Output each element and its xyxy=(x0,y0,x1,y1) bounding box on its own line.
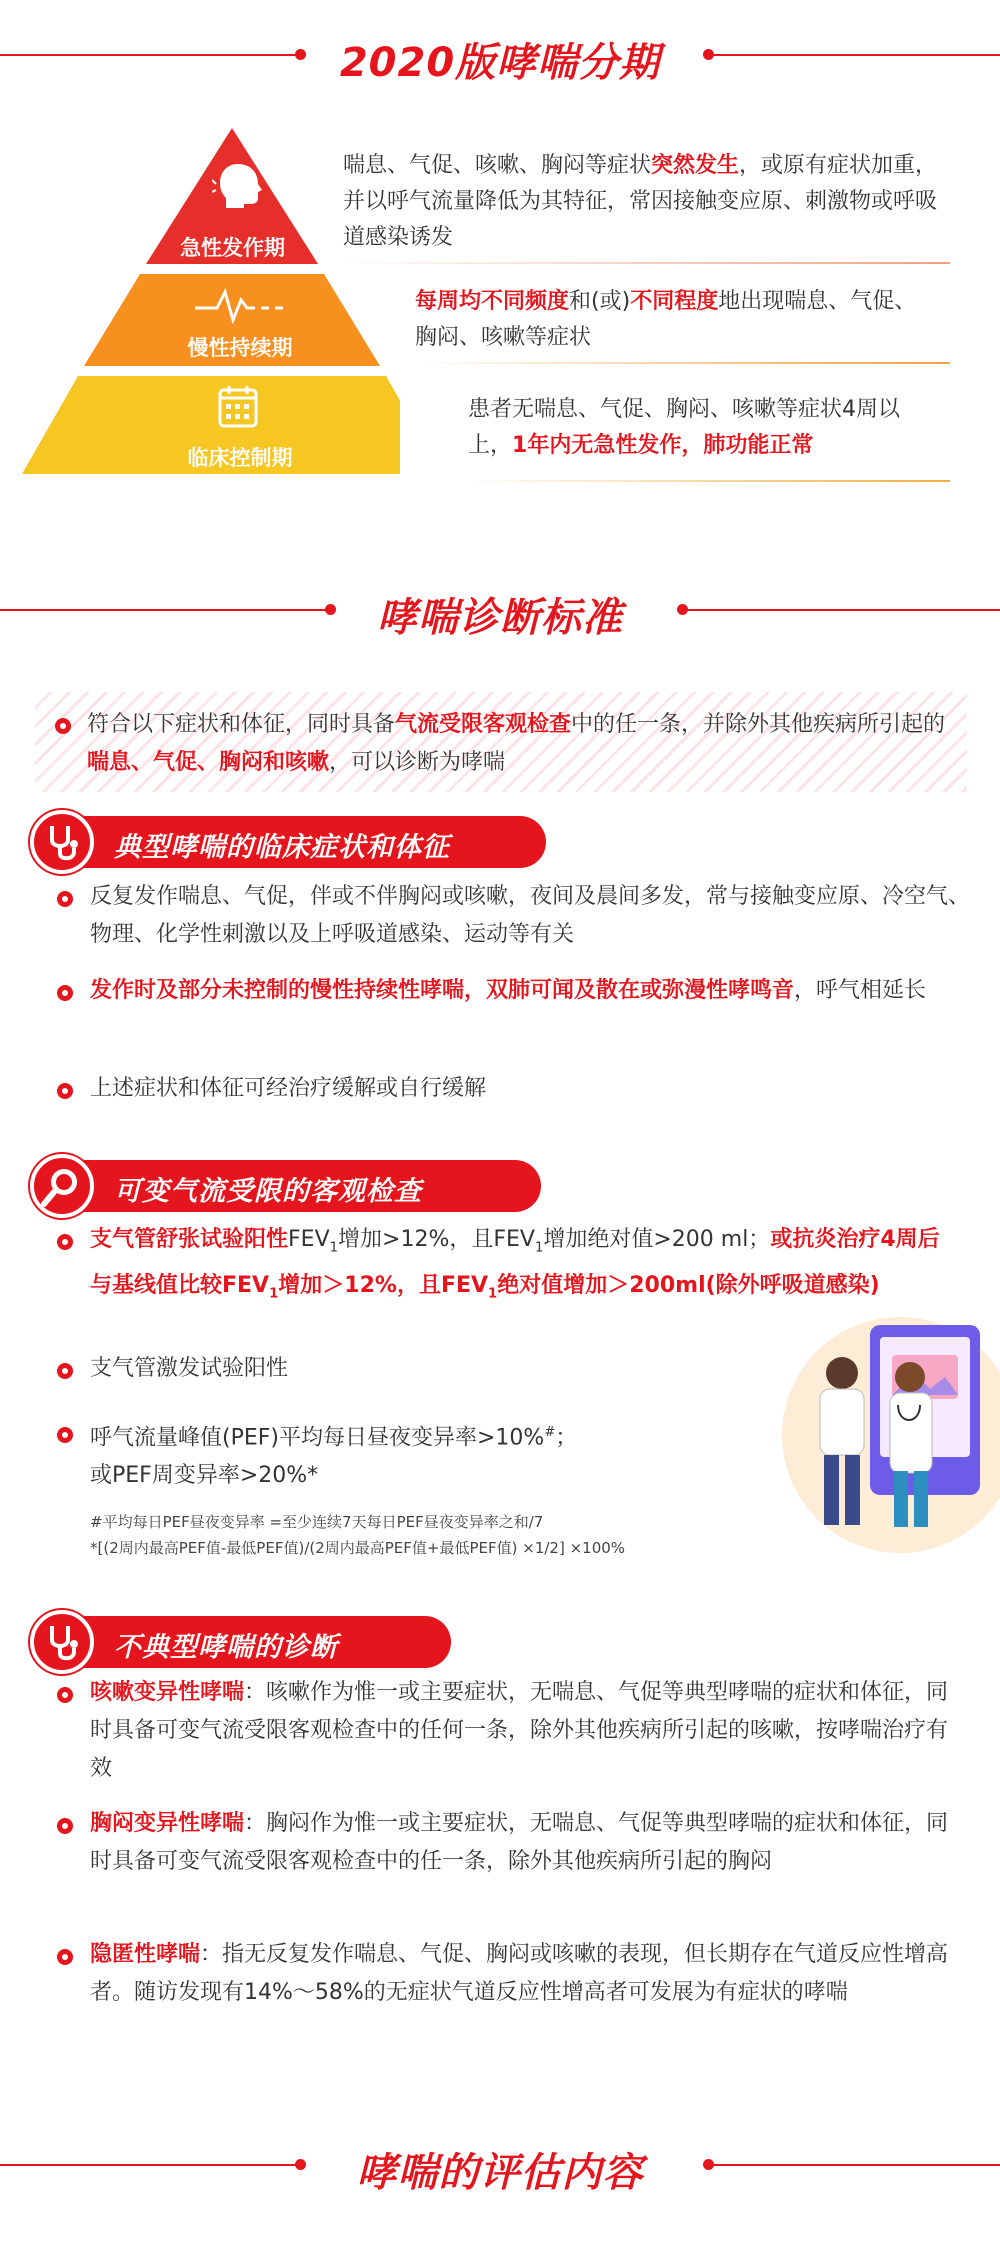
diagnosis-intro: 符合以下症状和体征，同时具备气流受限客观检查中的任一条，并除外其他疾病所引起的喘息、气促、胸闷和咳嗽，可以诊断为哮喘 xyxy=(87,712,946,775)
bullet-icon xyxy=(57,1083,73,1099)
bullet-icon xyxy=(57,985,73,1001)
title-rule-right xyxy=(710,2164,1000,2166)
stage-desc-chronic: 每周均不同频度和(或)不同程度地出现喘息、气促、胸闷、咳嗽等症状 xyxy=(415,289,917,350)
stage-label-chronic: 慢性持续期 xyxy=(187,336,293,360)
atypical-item-2: 胸闷变异性哮喘：胸闷作为惟一或主要症状，无喘息、气促等典型哮喘的症状和体征，同时具备可变气流受限客观检查中的任一条，除外其他疾病所引起的胸闷 xyxy=(90,1811,949,1874)
typical-item-1: 反复发作喘息、气促，伴或不伴胸闷或咳嗽，夜间及晨间多发，常与接触变应原、冷空气、物理、化学性刺激以及上呼吸道感染、运动等有关 xyxy=(90,884,971,947)
section-title-assessment xyxy=(0,2135,1000,2195)
diagnosis-title: 哮喘诊断标准 xyxy=(377,595,623,641)
assessment-title: 哮喘的评估内容 xyxy=(356,2150,644,2196)
atypical-item-1: 咳嗽变异性哮喘：咳嗽作为惟一或主要症状，无喘息、气促等典型哮喘的症状和体征，同时具备可变气流受限客观检查中的任何一条，除外其他疾病所引起的咳嗽，按哮喘治疗有效 xyxy=(90,1680,949,1781)
bullet-icon xyxy=(57,1687,73,1703)
variable-heading-pill xyxy=(36,1160,541,1212)
atypical-item-3: 隐匿性哮喘：指无反复发作喘息、气促、胸闷或咳嗽的表现，但长期存在气道反应性增高者。随访发现有14%～58%的无症状气道反应性增高者可发展为有症状的哮喘 xyxy=(90,1942,949,2005)
bullet-icon xyxy=(55,718,71,734)
stages-title: 2020版哮喘分期 xyxy=(339,40,661,86)
bullet-icon xyxy=(57,1234,73,1250)
stage-desc-acute: 喘息、气促、咳嗽、胸闷等症状突然发生，或原有症状加重，并以呼气流量降低为其特征，常因接触变应原、刺激物或呼吸道感染诱发 xyxy=(343,153,938,250)
doctors-illustration xyxy=(780,1285,1000,1555)
variable-note-2: *[(2周内最高PEF值-最低PEF值)/(2周内最高PEF值+最低PEF值) ×1/2] ×100% xyxy=(90,1539,626,1557)
bullet-icon xyxy=(57,1818,73,1834)
variable-note-1: #平均每日PEF昼夜变异率 =至少连续7天每日PEF昼夜变异率之和/7 xyxy=(90,1513,544,1531)
typical-item-3: 上述症状和体征可经治疗缓解或自行缓解 xyxy=(90,1076,487,1101)
calendar-icon xyxy=(218,384,258,428)
stage-rule-acute xyxy=(340,262,950,264)
coughing-head-icon xyxy=(212,160,264,208)
title-rule-right xyxy=(710,54,1000,56)
atypical-heading-pill xyxy=(36,1616,451,1668)
bullet-icon xyxy=(57,1427,73,1443)
title-rule-right xyxy=(680,609,1000,611)
section-title-diagnosis xyxy=(0,580,1000,640)
variable-item-3: 呼气流量峰值(PEF)平均每日昼夜变异率>10%#； 或PEF周变异率>20%* xyxy=(90,1425,578,1489)
stethoscope-icon xyxy=(30,810,94,874)
stage-label-controlled: 临床控制期 xyxy=(187,446,293,470)
bullet-icon xyxy=(57,891,73,907)
atypical-heading: 不典型哮喘的诊断 xyxy=(114,1632,338,1663)
typical-heading: 典型哮喘的临床症状和体征 xyxy=(114,832,450,863)
variable-item-2: 支气管激发试验阳性 xyxy=(90,1356,289,1381)
typical-item-2: 发作时及部分未控制的慢性持续性哮喘，双肺可闻及散在或弥漫性哮鸣音，呼气相延长 xyxy=(90,978,927,1003)
stage-rule-chronic xyxy=(415,362,950,364)
variable-item-1: 支气管舒张试验阳性$FEV_1$增加>12%，且$FEV_1$增加绝对值>200 ml；或抗炎治疗4周后与基线值比较$FEV_1$增加＞12%，且$FEV_1$绝对值增加＞200ml(除外呼吸道感染) xyxy=(90,1227,940,1302)
stage-rule-controlled xyxy=(465,480,950,482)
bullet-icon xyxy=(57,1949,73,1965)
typical-heading-pill xyxy=(36,816,546,868)
diagnosis-intro-box xyxy=(35,692,967,792)
stage-desc-controlled: 患者无喘息、气促、胸闷、咳嗽等症状4周以上，1年内无急性发作，肺功能正常 xyxy=(468,397,900,458)
stethoscope-icon xyxy=(30,1610,94,1674)
heartbeat-icon xyxy=(195,288,285,324)
magnifier-icon xyxy=(30,1154,94,1218)
bullet-icon xyxy=(57,1363,73,1379)
variable-heading: 可变气流受限的客观检查 xyxy=(114,1176,422,1207)
stage-label-acute: 急性发作期 xyxy=(180,236,285,260)
